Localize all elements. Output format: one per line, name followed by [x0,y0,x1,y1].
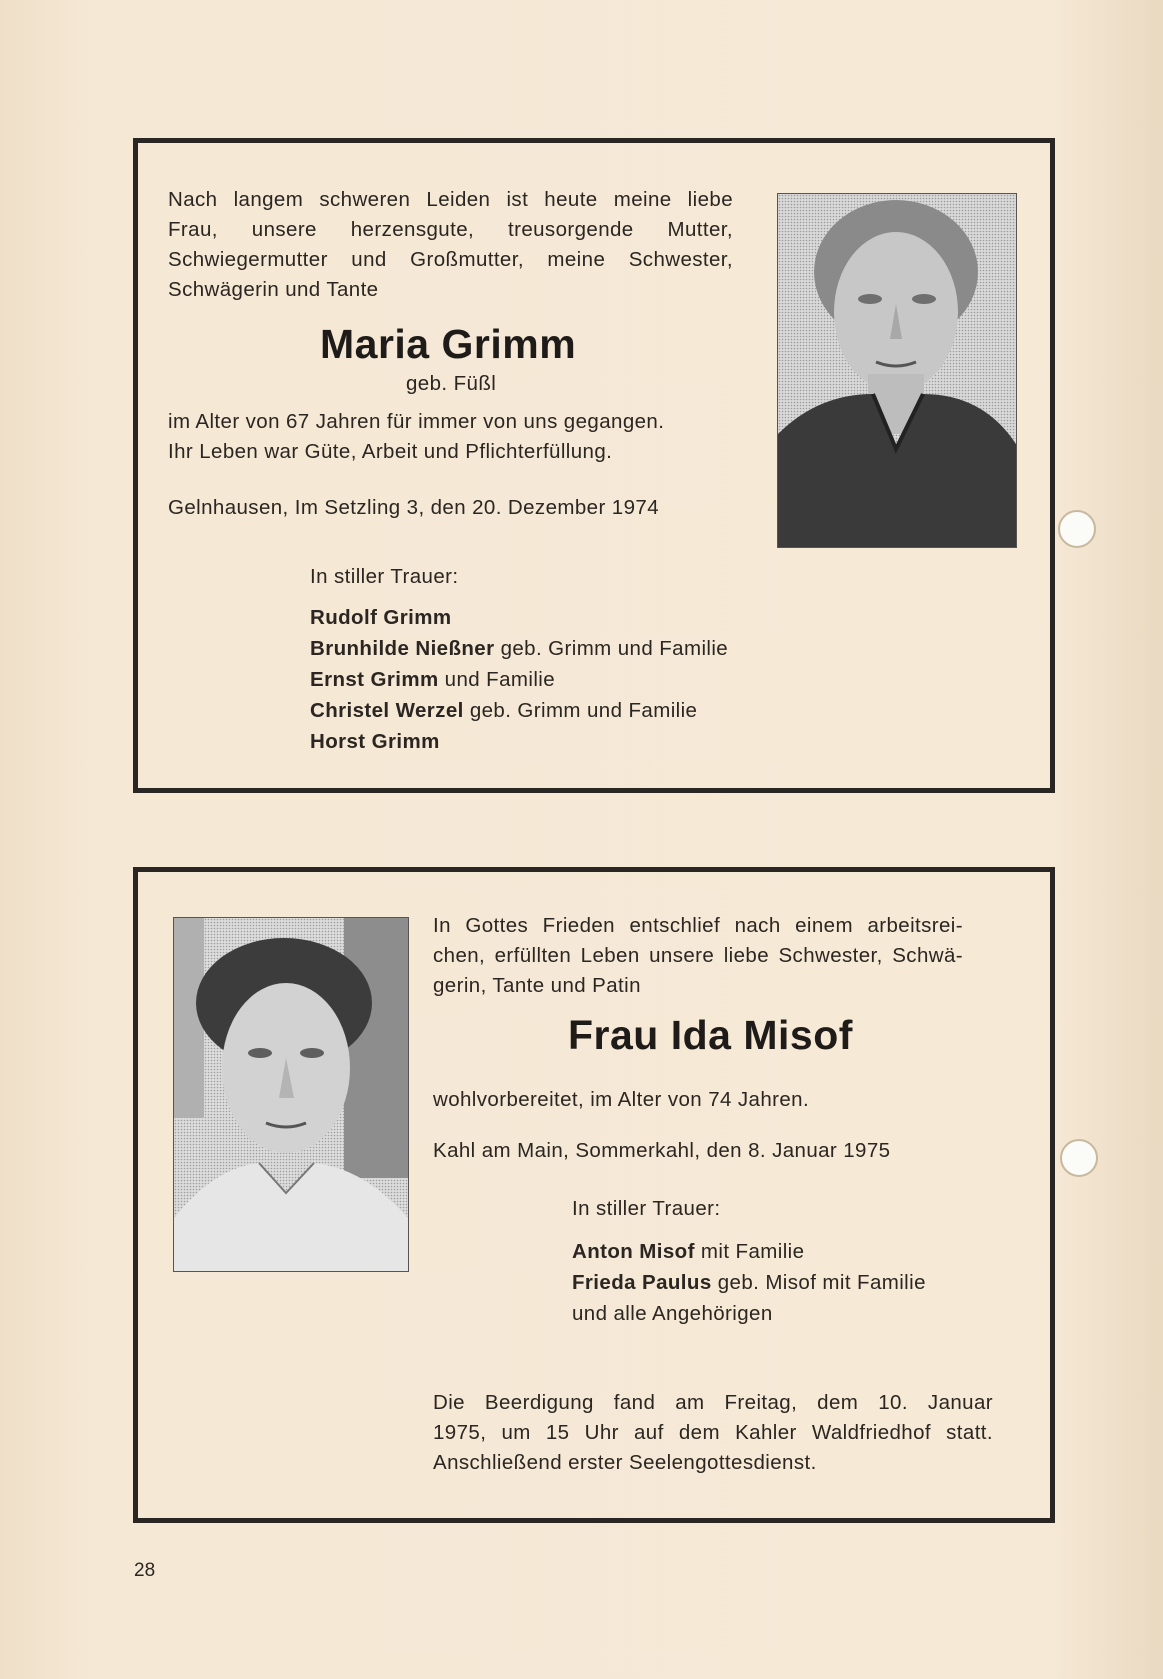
text-line: In Gottes Frieden entschlief nach einem arbeitsrei- [433,914,963,937]
text-line: Nach langem schweren Leiden ist heute meine liebe [168,188,733,211]
portrait-photo [777,193,1017,548]
obituary-ida-misof [133,867,1055,1523]
mourner [310,633,728,664]
mourner [310,695,728,726]
intro-text [433,911,963,1001]
mourner-name: Ernst Grimm [310,668,439,691]
age-text: wohlvorbereitet, im Alter von 74 Jahren. [433,1088,810,1111]
text-line: Anschließend erster Seelengottesdienst. [433,1451,817,1474]
text-line: Ihr Leben war Güte, Arbeit und Pflichterfüllung. [168,440,613,463]
text-line: chen, erfüllten Leben unsere liebe Schwester, Schwä- [433,944,963,967]
text-line: Schwägerin und Tante [168,278,379,301]
text-line: Schwiegermutter und Großmutter, meine Schwester, [168,248,733,271]
obituary-maria-grimm [133,138,1055,793]
mourner [572,1236,926,1267]
mourner-name: Anton Misof [572,1240,695,1263]
intro-text [168,185,733,305]
deceased-name: Frau Ida Misof [568,1012,853,1058]
mourning-label: In stiller Trauer: [572,1197,721,1220]
deceased-name: Maria Grimm [320,321,577,367]
mourner-name: Christel Werzel [310,699,464,722]
mourner-name: Brunhilde Nießner [310,637,495,660]
mourner-name: Rudolf Grimm [310,606,452,629]
text-line: 1975, um 15 Uhr auf dem Kahler Waldfriedhof statt. [433,1421,993,1444]
text-line: Frau, unsere herzensgute, treusorgende Mutter, [168,218,733,241]
funeral-text [433,1388,993,1478]
mourner-name: Frieda Paulus [572,1271,712,1294]
punch-hole [1060,1139,1098,1177]
text-line: Die Beerdigung fand am Freitag, dem 10. Januar [433,1391,993,1414]
maiden-name: geb. Füßl [406,372,497,395]
mourner [310,726,728,757]
page-number: 28 [134,1560,156,1581]
punch-hole [1058,510,1096,548]
life-text [168,407,738,467]
mourner-detail: mit Familie [694,1240,805,1263]
text-line: gerin, Tante und Patin [433,974,641,997]
mourner-detail: und alle Angehörigen [572,1302,773,1325]
mourner [310,664,728,695]
mourner-detail: geb. Grimm und Familie [463,699,698,722]
mourner [310,602,728,633]
mourner-detail: und Familie [438,668,556,691]
mourning-label: In stiller Trauer: [310,565,459,588]
place-date: Gelnhausen, Im Setzling 3, den 20. Dezember 1974 [168,496,659,519]
portrait-photo [173,917,409,1272]
mourners-list [572,1236,926,1329]
mourner [572,1298,926,1329]
mourner [572,1267,926,1298]
place-date: Kahl am Main, Sommerkahl, den 8. Januar 1975 [433,1139,891,1162]
text-line: im Alter von 67 Jahren für immer von uns gegangen. [168,410,665,433]
mourner-name: Horst Grimm [310,730,440,753]
mourner-detail: geb. Misof mit Familie [711,1271,926,1294]
mourners-list [310,602,728,757]
mourner-detail: geb. Grimm und Familie [494,637,729,660]
